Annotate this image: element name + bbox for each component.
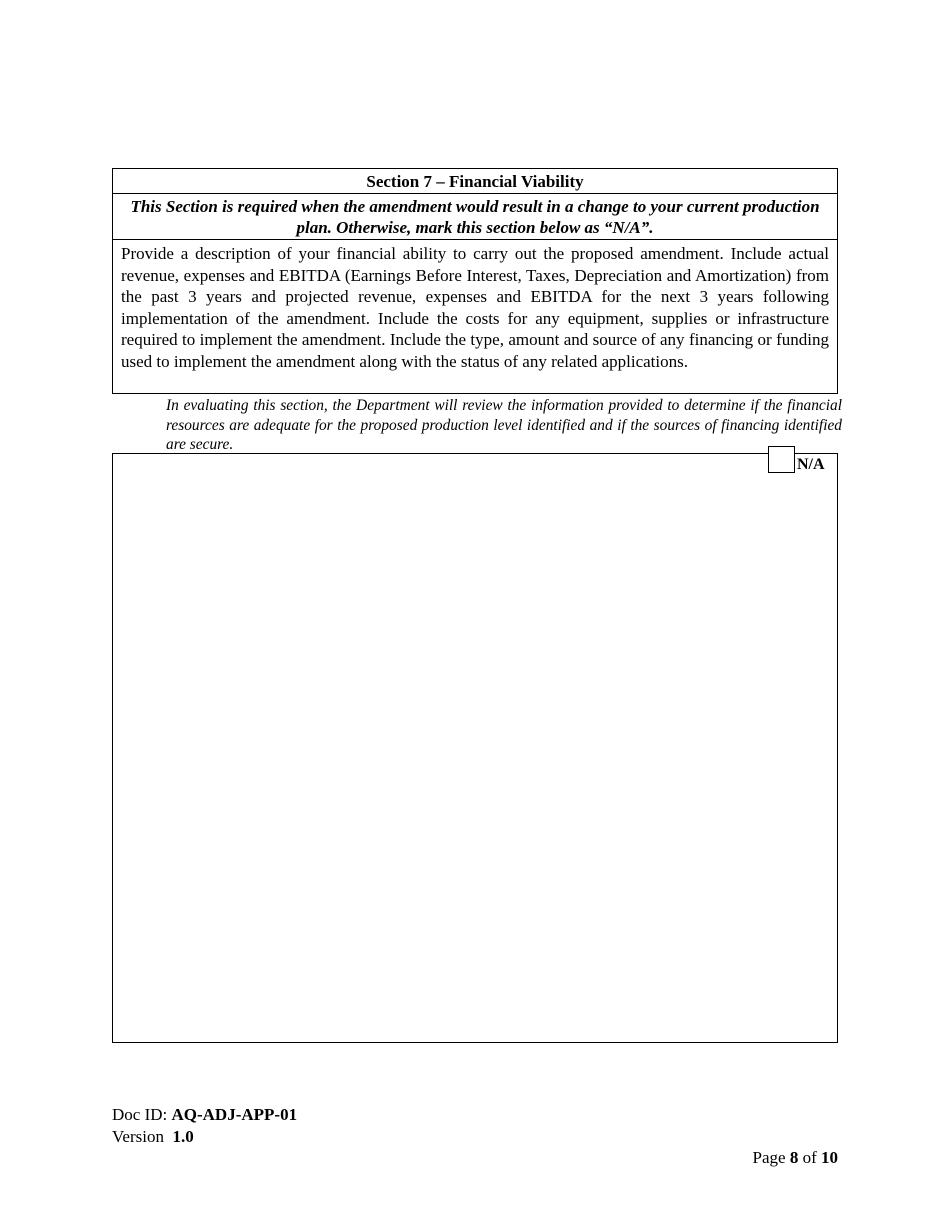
section-requirement: This Section is required when the amendment would result in a change to your current production plan. Otherwise, mark this section below as “N/A”.	[112, 193, 838, 240]
section-title: Section 7 – Financial Viability	[112, 168, 838, 194]
response-text-area[interactable]	[112, 453, 838, 1043]
version-label: Version	[112, 1127, 169, 1146]
version-value: 1.0	[172, 1127, 194, 1146]
page-current: 8	[789, 1148, 799, 1167]
page-total: 10	[821, 1148, 838, 1167]
doc-id-label: Doc ID:	[112, 1105, 172, 1124]
version-line	[112, 1126, 297, 1148]
page-of: of	[798, 1148, 821, 1167]
na-checkbox[interactable]	[768, 446, 795, 473]
section-description: Provide a description of your financial ability to carry out the proposed amendment. Include actual revenue, expenses and EBITDA (Earnings Before Interest, Taxes, Depreciation and Amortization) from the past 3 years and projected revenue, expenses and EBITDA for the next 3 years following implementation of the amendment. Include the costs for any equipment, supplies or infrastructure required to implement the amendment. Include the type, amount and source of any financing or funding used to implement the amendment along with the status of any related applications.	[112, 239, 838, 394]
evaluation-note: In evaluating this section, the Department will review the information provided to determine if the financial resources are adequate for the proposed production level identified and if the sources of financing identified are secure.	[166, 397, 842, 453]
page-label: Page	[752, 1148, 790, 1167]
document-info	[112, 1104, 297, 1148]
doc-id-line	[112, 1104, 297, 1126]
doc-id-value: AQ-ADJ-APP-01	[171, 1105, 298, 1124]
page-number	[600, 1148, 838, 1168]
na-label: N/A	[797, 456, 825, 473]
